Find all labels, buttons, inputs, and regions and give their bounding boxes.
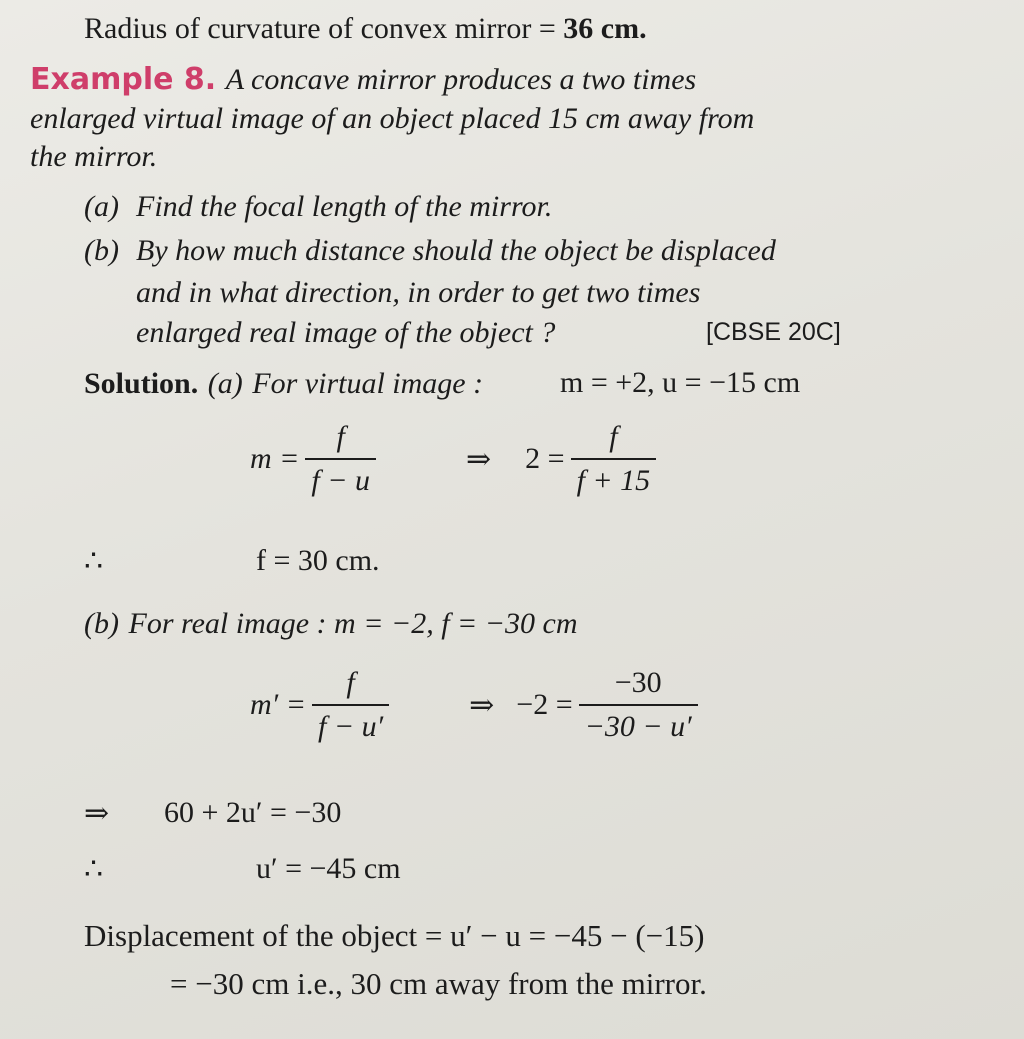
cbse-source: [CBSE 20C] bbox=[706, 318, 841, 346]
header-label: Radius of curvature of convex mirror bbox=[84, 12, 532, 45]
example-tag: Example 8. bbox=[30, 62, 217, 97]
step-b-arrow: ⇒ bbox=[84, 797, 110, 830]
eq-a2-fraction bbox=[571, 420, 657, 498]
solution-line bbox=[84, 366, 483, 401]
eq-a2-denominator: f + 15 bbox=[571, 458, 657, 498]
example-text-1: A concave mirror produces a two times bbox=[225, 63, 697, 96]
header-line bbox=[84, 12, 647, 46]
header-value: 36 cm. bbox=[563, 12, 647, 45]
eq-b1-numerator: f bbox=[346, 666, 355, 699]
displacement-line-2: = −30 cm i.e., 30 cm away from the mirror. bbox=[170, 966, 707, 1001]
part-b-question-line-3: enlarged real image of the object ? bbox=[136, 316, 556, 349]
equation-a bbox=[250, 420, 656, 498]
step-b: 60 + 2u′ = −30 bbox=[164, 796, 342, 829]
eq-a1-fraction bbox=[305, 420, 376, 498]
eq-b-arrow: ⇒ bbox=[469, 688, 495, 722]
eq-a2-numerator: f bbox=[609, 420, 618, 453]
example-line-3: the mirror. bbox=[30, 140, 158, 173]
result-a: f = 30 cm. bbox=[256, 544, 380, 577]
solution-b-text: For real image : m = −2, f = −30 cm bbox=[128, 607, 578, 640]
part-a-question: Find the focal length of the mirror. bbox=[136, 190, 553, 223]
eq-a1-denominator: f − u bbox=[305, 458, 376, 498]
example-line-2: enlarged virtual image of an object placed 15 cm away from bbox=[30, 102, 755, 135]
solution-a-label: (a) bbox=[207, 367, 243, 400]
solution-b-label: (b) bbox=[84, 607, 119, 640]
eq-b1-denominator: f − u′ bbox=[312, 704, 389, 744]
therefore-b-symbol: ∴ bbox=[84, 853, 104, 886]
eq-b1-lhs: m′ = bbox=[250, 688, 306, 721]
example-line-1 bbox=[30, 62, 696, 97]
eq-b2-denominator: −30 − u′ bbox=[579, 704, 698, 744]
part-b-question-line-1: By how much distance should the object be displaced bbox=[136, 234, 776, 267]
header-equals: = bbox=[538, 12, 556, 45]
eq-b2-fraction bbox=[579, 666, 698, 744]
eq-a1-lhs: m = bbox=[250, 442, 300, 475]
displacement-line-1: Displacement of the object = u′ − u = −45 − (−15) bbox=[84, 918, 705, 953]
eq-a2-lhs: 2 = bbox=[525, 442, 565, 475]
eq-a1-numerator: f bbox=[336, 420, 345, 453]
eq-b2-numerator: −30 bbox=[614, 666, 662, 699]
solution-a-text: For virtual image : bbox=[252, 367, 484, 400]
eq-b1-fraction bbox=[312, 666, 389, 744]
part-b-question-line-2: and in what direction, in order to get two times bbox=[136, 276, 701, 309]
equation-b bbox=[250, 666, 698, 744]
result-b: u′ = −45 cm bbox=[256, 852, 401, 885]
part-a-label: (a) bbox=[84, 190, 119, 223]
solution-b-line bbox=[84, 606, 578, 641]
eq-a-arrow: ⇒ bbox=[466, 442, 492, 476]
solution-heading: Solution. bbox=[84, 367, 199, 400]
solution-a-given: m = +2, u = −15 cm bbox=[560, 366, 801, 399]
part-b-label: (b) bbox=[84, 234, 119, 267]
therefore-a-symbol: ∴ bbox=[84, 545, 104, 578]
eq-b2-lhs: −2 = bbox=[516, 688, 573, 721]
